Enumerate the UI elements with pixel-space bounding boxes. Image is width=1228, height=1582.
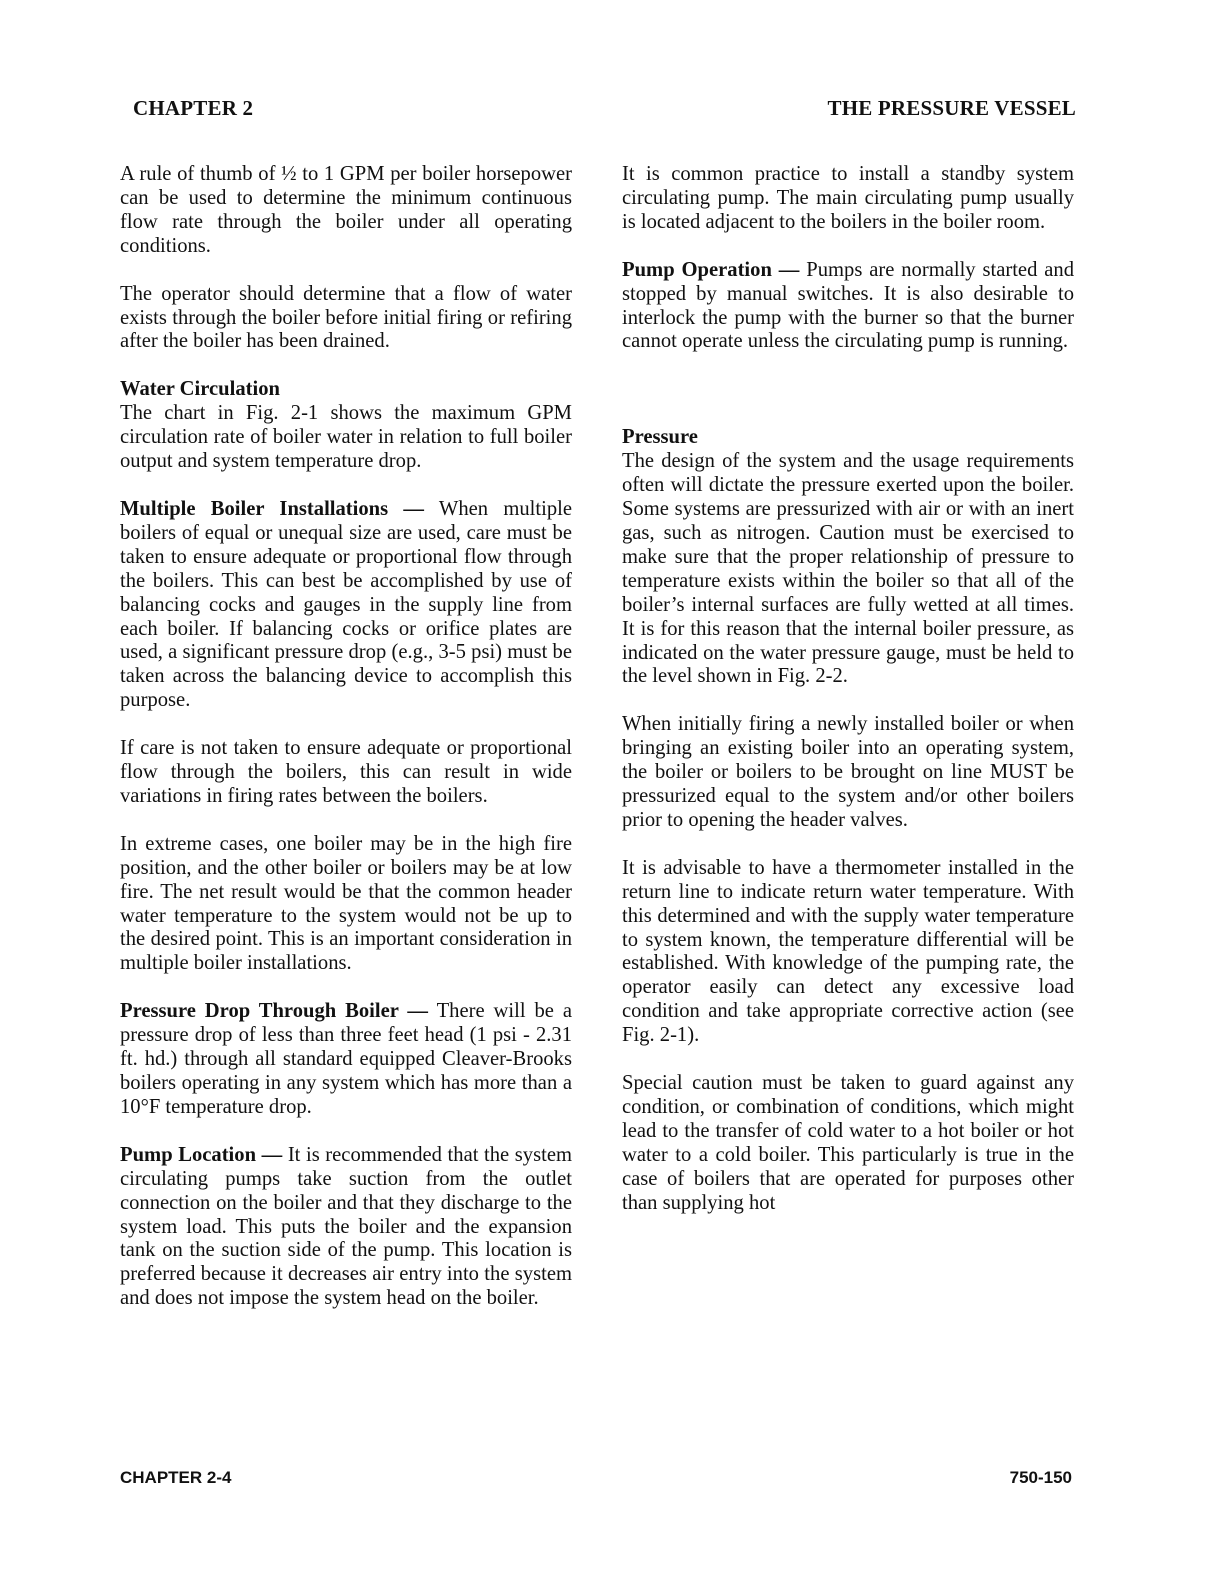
paragraph-pump-operation <box>622 259 1074 355</box>
paragraph-special-caution: Special caution must be taken to guard against any condition, or combination of conditions, which might lead to the transfer of cold water to a hot boiler or hot water to a cold boiler. This particularly is true in the case of boilers that are operated for purposes other than supplying hot <box>622 1072 1074 1214</box>
page-number: CHAPTER 2-4 <box>120 1468 232 1487</box>
paragraph-thermometer: It is advisable to have a thermometer installed in the return line to indicate return water temperature. With this determined and with the supply water temperature to system known, the temperature differential will be established. With knowledge of the pumping rate, the operator easily can detect any excessive load condition and take appropriate corrective action (see Fig. 2-1). <box>622 856 1074 1047</box>
pressure-heading: Pressure <box>622 426 698 449</box>
water-circulation-heading: Water Circulation <box>120 378 280 401</box>
paragraph-rule-of-thumb: A rule of thumb of ½ to 1 GPM per boiler horsepower can be used to determine the minimum continuous flow rate through the boiler under all operating conditions. <box>120 163 572 257</box>
paragraph-extreme-cases: In extreme cases, one boiler may be in the high fire position, and the other boiler or boilers may be at low fire. The net result would be that the common header water temperature to the system would not be up to the desired point. This is an important consideration in multiple boiler installations. <box>120 832 572 975</box>
paragraph-pressure: The design of the system and the usage requirements often will dictate the pressure exerted upon the boiler. Some systems are pressurized with air or with an inert gas, such as nitrogen. Caution must be exercised to make sure that the proper relationship of pressure to temperature exists within the boiler so that all of the boiler’s internal surfaces are fully wetted at all times. It is for this reason that the internal boiler pressure, as indicated on the water pressure gauge, must be held to the level shown in Fig. 2-2. <box>622 450 1074 688</box>
pump-location-text: It is recommended that the system circulating pumps take suction from the outlet connection on the boiler and that they discharge to the system load. This puts the boiler and the expansion tank on the suction side of the pump. This location is preferred because it decreases air entry into the system and does not impose the system head on the boiler. <box>120 1143 572 1310</box>
column-gap <box>622 378 1074 426</box>
pump-operation-heading: Pump Operation — <box>622 258 800 281</box>
pump-location-heading: Pump Location — <box>120 1143 283 1166</box>
paragraph-care-not-taken: If care is not taken to ensure adequate or proportional flow through the boilers, this can result in wide variations in firing rates between the boilers. <box>120 737 572 807</box>
paragraph-standby-pump: It is common practice to install a standby system circulating pump. The main circulating pump usually is located adjacent to the boilers in the boiler room. <box>622 163 1074 233</box>
paragraph-operator-flow: The operator should determine that a flow of water exists through the boiler before initial firing or refiring after the boiler has been drained. <box>120 282 572 353</box>
chapter-header: CHAPTER 2 <box>133 96 254 120</box>
pump-operation-text: Pumps are normally started and stopped by manual switches. It is also desirable to interlock the pump with the burner so that the burner cannot operate unless the circulating pump is running. <box>622 258 1074 353</box>
paragraph-initially-firing: When initially firing a newly installed boiler or when bringing an existing boiler into an operating system, the boiler or boilers to be brought on line MUST be pressurized equal to the system and/or other boilers prior to opening the header valves. <box>622 713 1074 831</box>
paragraph-water-circulation: The chart in Fig. 2-1 shows the maximum GPM circulation rate of boiler water in relation to full boiler output and system temperature drop. <box>120 402 572 473</box>
paragraph-pressure-drop <box>120 1000 572 1120</box>
document-number: 750-150 <box>1009 1468 1072 1487</box>
section-header: THE PRESSURE VESSEL <box>827 96 1076 120</box>
paragraph-pump-location <box>120 1144 572 1311</box>
paragraph-multiple-boilers <box>120 498 572 713</box>
right-column <box>622 163 1074 1216</box>
left-column <box>120 163 572 1311</box>
multiple-boilers-heading: Multiple Boiler Installations — <box>120 497 425 520</box>
pressure-drop-heading: Pressure Drop Through Boiler — <box>120 1000 429 1023</box>
pressure-drop-text: There will be a pressure drop of less than three feet head (1 psi - 2.31 ft. hd.) through all standard equipped Cleaver-Brooks boilers operating in any system which has more than a 10°F temperature drop. <box>120 1000 572 1118</box>
multiple-boilers-text: When multiple boilers of equal or unequal size are used, care must be taken to ensure adequate or proportional flow through the boilers. This can best be accomplished by use of balancing cocks and gauges in the supply line from each boiler. If balancing cocks or orifice plates are used, a significant pressure drop (e.g., 3-5 psi) must be taken across the balancing device to accomplish this purpose. <box>120 497 572 712</box>
